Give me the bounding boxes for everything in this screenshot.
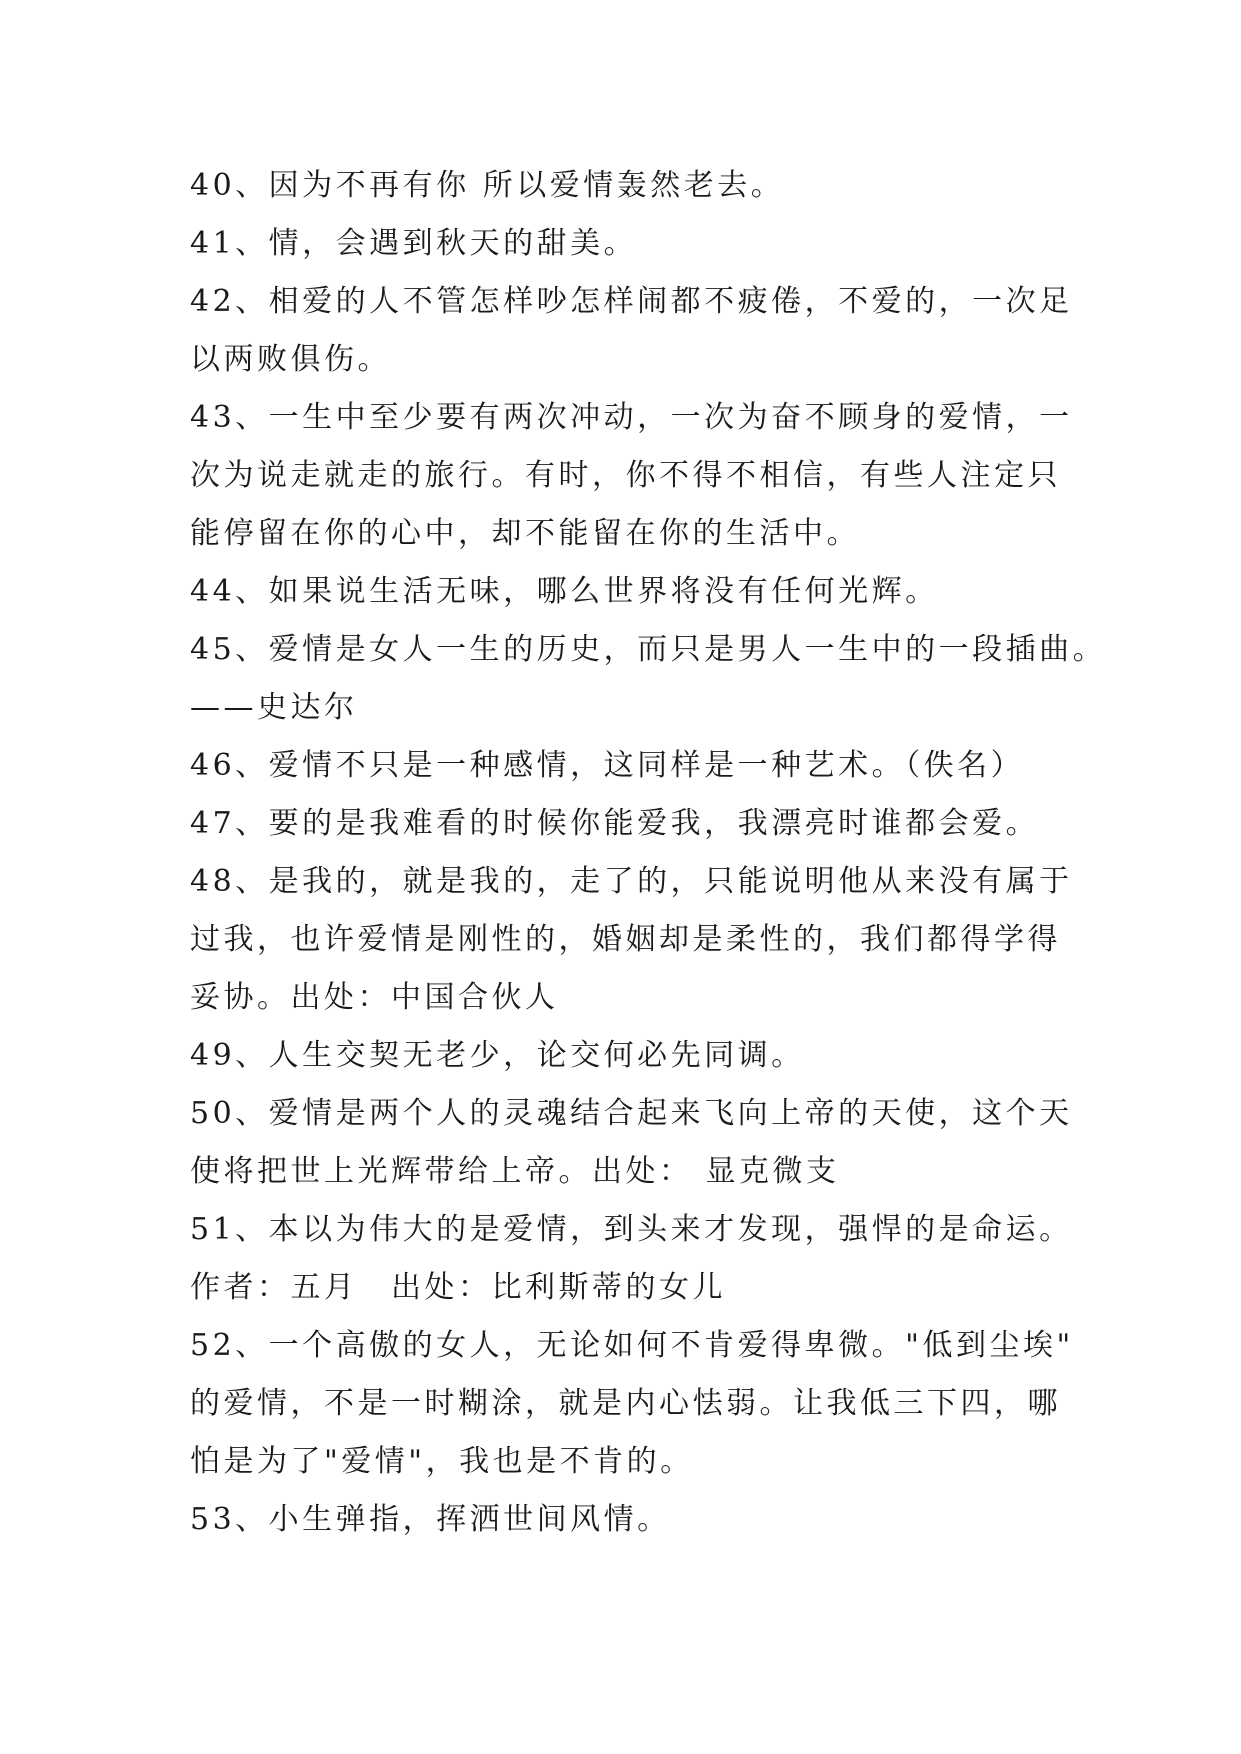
text-line: 47、要的是我难看的时候你能爱我，我漂亮时谁都会爱。 <box>190 806 1040 841</box>
document-body <box>190 157 1107 1549</box>
text-line: 48、是我的，就是我的，走了的，只能说明他从来没有属于 <box>190 864 1073 899</box>
text-line: 的爱情，不是一时糊涂，就是内心怯弱。让我低三下四，哪 <box>190 1386 1061 1421</box>
text-line: 44、如果说生活无味，哪么世界将没有任何光辉。 <box>190 574 939 609</box>
text-line: 怕是为了"爱情"，我也是不肯的。 <box>190 1444 694 1479</box>
text-line: 使将把世上光辉带给上帝。出处： 显克微支 <box>190 1154 840 1189</box>
text-line: 作者：五月 出处：比利斯蒂的女儿 <box>190 1270 726 1305</box>
text-line: 以两败俱伤。 <box>190 342 391 377</box>
text-line: 41、情，会遇到秋天的甜美。 <box>190 226 638 261</box>
text-line: 43、一生中至少要有两次冲动，一次为奋不顾身的爱情，一 <box>190 400 1073 435</box>
text-line: 妥协。出处：中国合伙人 <box>190 980 559 1015</box>
text-line: ——史达尔 <box>190 690 358 725</box>
text-line: 能停留在你的心中，却不能留在你的生活中。 <box>190 516 860 551</box>
text-line: 49、人生交契无老少，论交何必先同调。 <box>190 1038 805 1073</box>
text-line: 45、爱情是女人一生的历史，而只是男人一生中的一段插曲。 <box>190 632 1107 667</box>
text-line: 52、一个高傲的女人，无论如何不肯爱得卑微。"低到尘埃" <box>190 1328 1074 1363</box>
text-line: 次为说走就走的旅行。有时，你不得不相信，有些人注定只 <box>190 458 1061 493</box>
text-line: 40、因为不再有你 所以爱情轰然老去。 <box>190 168 785 203</box>
text-line: 51、本以为伟大的是爱情，到头来才发现，强悍的是命运。 <box>190 1212 1073 1247</box>
text-line: 53、小生弹指，挥洒世间风情。 <box>190 1502 671 1537</box>
text-line: 46、爱情不只是一种感情，这同样是一种艺术。（佚名） <box>190 748 1025 783</box>
text-line: 50、爱情是两个人的灵魂结合起来飞向上帝的天使，这个天 <box>190 1096 1073 1131</box>
text-line: 42、相爱的人不管怎样吵怎样闹都不疲倦，不爱的，一次足 <box>190 284 1073 319</box>
text-line: 过我，也许爱情是刚性的，婚姻却是柔性的，我们都得学得 <box>190 922 1061 957</box>
